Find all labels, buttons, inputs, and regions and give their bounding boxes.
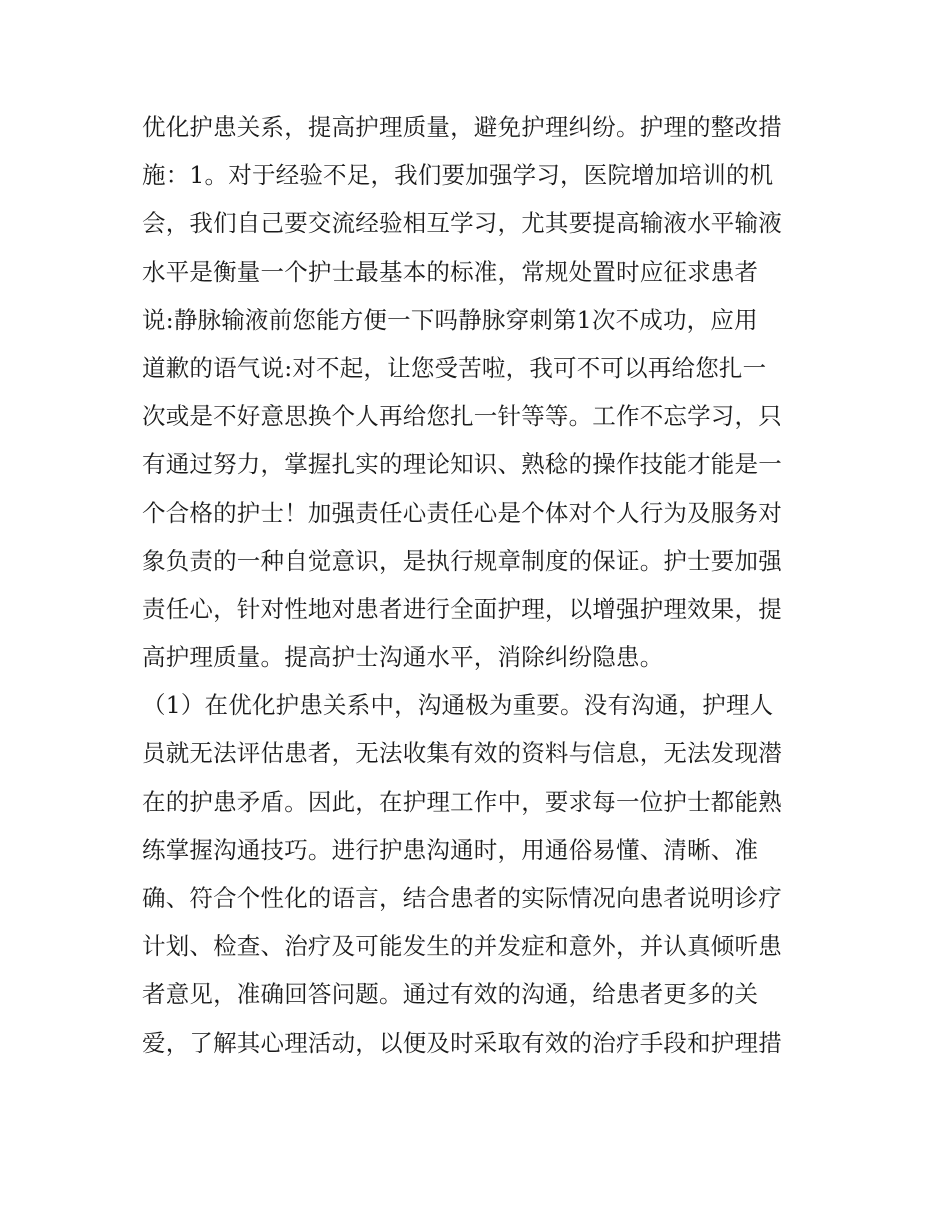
text-line: 说:静脉输液前您能方便一下吗静脉穿刺第1次不成功，应用: [142, 305, 758, 334]
text-line: 员就无法评估患者，无法收集有效的资料与信息，无法发现潜: [142, 739, 782, 768]
text-line: 爱，了解其心理活动，以便及时采取有效的治疗手段和护理措: [142, 1028, 782, 1057]
text-line: 计划、检查、治疗及可能发生的并发症和意外，并认真倾听患: [142, 932, 782, 961]
text-line: 道歉的语气说:对不起，让您受苦啦，我可不可以再给您扎一: [142, 353, 767, 382]
text-line: 在的护患矛盾。因此，在护理工作中，要求每一位护士都能熟: [142, 787, 782, 816]
text-line: 有通过努力，掌握扎实的理论知识、熟稔的操作技能才能是一: [142, 450, 782, 479]
text-line: 高护理质量。提高护士沟通水平，消除纠纷隐患。: [142, 643, 664, 672]
text-line: 者意见，准确回答问题。通过有效的沟通，给患者更多的关: [142, 980, 759, 1009]
text-line: 会，我们自己要交流经验相互学习，尤其要提高输液水平输液: [142, 209, 782, 238]
text-line: （1）在优化护患关系中，沟通极为重要。没有沟通，护理人: [142, 691, 774, 720]
body-text: [142, 103, 822, 1067]
text-line: 练掌握沟通技巧。进行护患沟通时，用通俗易懂、清晰、准: [142, 835, 759, 864]
text-line: 优化护患关系，提高护理质量，避免护理纠纷。护理的整改措: [142, 113, 782, 141]
text-line: 水平是衡量一个护士最基本的标准，常规处置时应征求患者: [142, 257, 759, 286]
text-line: 次或是不好意思换个人再给您扎一针等等。工作不忘学习，只: [142, 402, 782, 431]
text-line: 施：1。对于经验不足，我们要加强学习，医院增加培训的机: [142, 161, 774, 190]
text-line: 确、符合个性化的语言，结合患者的实际情况向患者说明诊疗: [142, 884, 782, 912]
text-line: 责任心，针对性地对患者进行全面护理，以增强护理效果，提: [142, 594, 782, 623]
text-line: 象负责的一种自觉意识，是执行规章制度的保证。护士要加强: [142, 546, 782, 575]
text-line: 个合格的护士！加强责任心责任心是个体对个人行为及服务对: [142, 498, 782, 527]
